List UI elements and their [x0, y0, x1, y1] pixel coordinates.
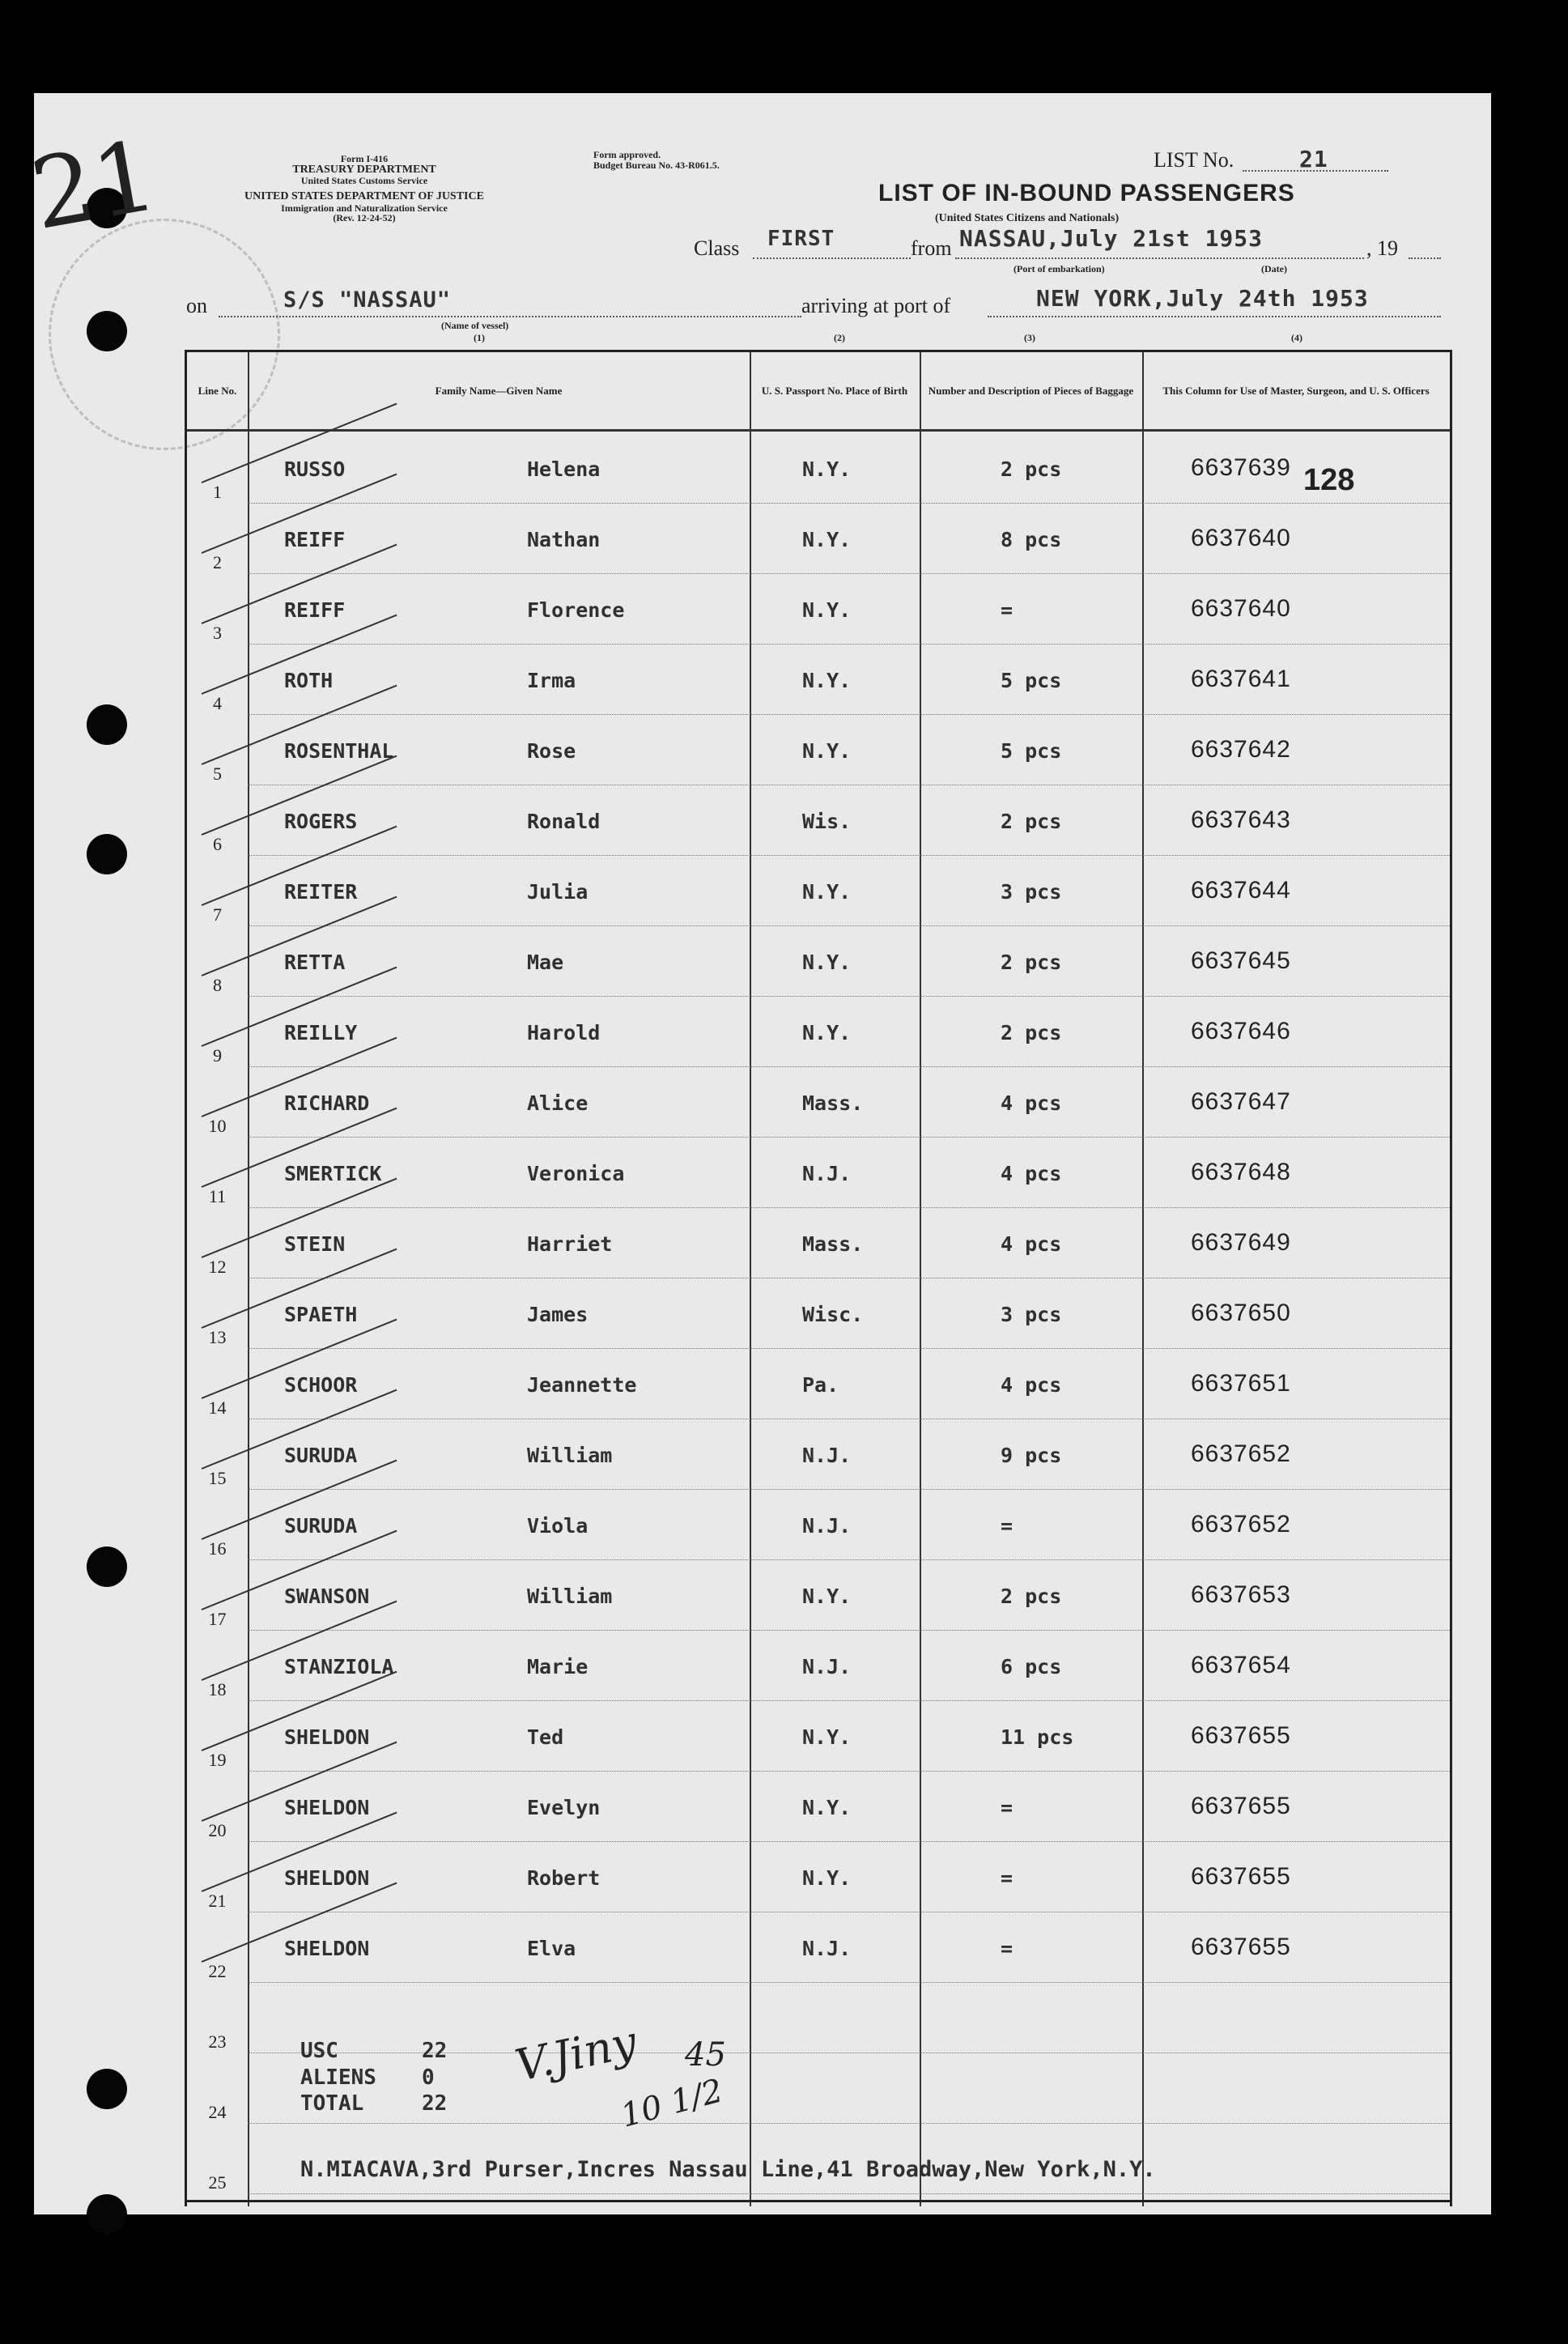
given-name: Helena — [527, 457, 601, 481]
birth-place: N.Y. — [802, 880, 852, 904]
birth-place: N.Y. — [802, 1585, 852, 1608]
from-label: from — [911, 236, 952, 260]
line-number: 2 — [213, 552, 222, 572]
birth-place: N.Y. — [802, 598, 852, 622]
family-name: ROTH — [284, 669, 334, 692]
line-number: 19 — [208, 1750, 227, 1770]
approval-block — [593, 150, 720, 171]
handwritten-tally: 128 — [1303, 463, 1355, 497]
passport-number: 6637642 — [1191, 736, 1291, 763]
family-name: RUSSO — [284, 457, 346, 481]
line-number: 10 — [208, 1116, 227, 1136]
birth-place: Mass. — [802, 1091, 864, 1115]
baggage: = — [1001, 1796, 1013, 1819]
given-name: Ronald — [527, 810, 601, 833]
baggage: 6 pcs — [1001, 1655, 1062, 1678]
baggage: = — [1001, 1937, 1013, 1960]
birth-place: N.Y. — [802, 528, 852, 551]
baggage: 2 pcs — [1001, 1585, 1062, 1608]
col-num-2: (2) — [834, 332, 845, 343]
given-name: Marie — [527, 1655, 589, 1678]
baggage: 5 pcs — [1001, 739, 1062, 763]
birth-place: N.J. — [802, 1514, 852, 1538]
form-number: Form I-416 — [340, 153, 389, 164]
passport-number: 6637646 — [1191, 1018, 1291, 1044]
family-name: RETTA — [284, 951, 346, 974]
birth-place: Pa. — [802, 1373, 839, 1397]
header-officers: This Column for Use of Master, Surgeon, and U. S. Officers — [1162, 384, 1430, 397]
baggage: = — [1001, 598, 1013, 622]
embark-caption: (Port of embarkation) — [1013, 263, 1105, 274]
family-name: SMERTICK — [284, 1162, 382, 1185]
line-number: 21 — [208, 1891, 227, 1911]
birth-place: Wis. — [802, 810, 852, 833]
birth-place: N.J. — [802, 1162, 852, 1185]
line-number: 9 — [213, 1045, 222, 1066]
aliens-row — [300, 2065, 447, 2091]
table-row — [187, 1631, 1450, 1701]
family-name: SHELDON — [284, 1937, 370, 1960]
given-name: Ted — [527, 1725, 564, 1749]
line-number: 11 — [208, 1186, 227, 1206]
baggage: 2 pcs — [1001, 810, 1062, 833]
passport-number: 6637649 — [1191, 1229, 1291, 1256]
family-name: REILLY — [284, 1021, 358, 1044]
given-name: James — [527, 1303, 589, 1326]
header-baggage: Number and Description of Pieces of Baggage — [928, 384, 1134, 397]
col-num-1: (1) — [474, 332, 485, 343]
family-name: SHELDON — [284, 1796, 370, 1819]
usc-row — [300, 2038, 447, 2065]
table-row — [187, 997, 1450, 1067]
usc-count: 22 — [422, 2039, 448, 2063]
table-row — [187, 1278, 1450, 1349]
treasury-dept: TREASURY DEPARTMENT — [292, 163, 436, 176]
aliens-count: 0 — [422, 2065, 435, 2090]
family-name: REITER — [284, 880, 358, 904]
family-name: STANZIOLA — [284, 1655, 394, 1678]
passport-number: 6637655 — [1191, 1793, 1291, 1819]
form-header — [178, 154, 550, 223]
baggage: 3 pcs — [1001, 880, 1062, 904]
passport-number: 6637650 — [1191, 1300, 1291, 1326]
handwritten-initials: V.Jiny — [511, 2015, 641, 2092]
table-row — [187, 1138, 1450, 1208]
baggage: = — [1001, 1866, 1013, 1890]
baggage: 4 pcs — [1001, 1162, 1062, 1185]
family-name: SPAETH — [284, 1303, 358, 1326]
date-caption: (Date) — [1261, 263, 1287, 274]
family-name: SHELDON — [284, 1866, 370, 1890]
baggage: 2 pcs — [1001, 1021, 1062, 1044]
family-name: REIFF — [284, 528, 346, 551]
passport-number: 6637640 — [1191, 595, 1291, 622]
passport-number: 6637639 — [1191, 454, 1291, 481]
col-num-4: (4) — [1291, 332, 1302, 343]
given-name: Harriet — [527, 1232, 613, 1256]
given-name: Jeannette — [527, 1373, 637, 1397]
list-number-value: 21 — [1299, 146, 1328, 172]
given-name: William — [527, 1444, 613, 1467]
header-line-no: Line No. — [198, 384, 237, 397]
birth-place: N.Y. — [802, 669, 852, 692]
given-name: Irma — [527, 669, 576, 692]
table-row — [187, 433, 1450, 504]
line-number: 18 — [208, 1679, 227, 1700]
given-name: Viola — [527, 1514, 589, 1538]
line-number: 17 — [208, 1609, 227, 1629]
line-number: 14 — [208, 1397, 227, 1418]
passport-number: 6637644 — [1191, 877, 1291, 904]
handwritten-note-top: 45 — [685, 2036, 726, 2074]
birth-place: N.Y. — [802, 1796, 852, 1819]
aliens-label: ALIENS — [300, 2065, 376, 2090]
given-name: Nathan — [527, 528, 601, 551]
form-approved: Form approved. — [593, 149, 661, 160]
birth-place: N.J. — [802, 1937, 852, 1960]
passport-number: 6637645 — [1191, 947, 1291, 974]
table-row — [187, 1490, 1450, 1560]
given-name: Mae — [527, 951, 564, 974]
total-label: TOTAL — [300, 2091, 364, 2116]
given-name: Veronica — [527, 1162, 625, 1185]
baggage: 2 pcs — [1001, 951, 1062, 974]
passport-number: 6637654 — [1191, 1652, 1291, 1678]
punch-hole — [87, 2194, 127, 2235]
baggage: 9 pcs — [1001, 1444, 1062, 1467]
birth-place: N.Y. — [802, 1725, 852, 1749]
birth-place: Mass. — [802, 1232, 864, 1256]
table-row — [187, 1912, 1450, 1983]
line-number: 8 — [213, 975, 222, 995]
given-name: Florence — [527, 598, 625, 622]
totals-block — [300, 2038, 447, 2117]
line-number: 22 — [208, 1961, 227, 1981]
table-row — [187, 926, 1450, 997]
col-num-3: (3) — [1024, 332, 1035, 343]
ins-service: Immigration and Naturalization Service — [281, 202, 448, 214]
family-name: SCHOOR — [284, 1373, 358, 1397]
given-name: Harold — [527, 1021, 601, 1044]
arrival-line — [988, 316, 1441, 317]
class-line — [753, 257, 911, 259]
family-name: SURUDA — [284, 1444, 358, 1467]
baggage: 4 pcs — [1001, 1091, 1062, 1115]
family-name: STEIN — [284, 1232, 346, 1256]
line-number: 3 — [213, 623, 222, 643]
given-name: Evelyn — [527, 1796, 601, 1819]
given-name: Rose — [527, 739, 576, 763]
vessel-line — [219, 316, 801, 317]
total-count: 22 — [422, 2091, 448, 2116]
line-number: 15 — [208, 1468, 227, 1488]
table-row — [187, 1349, 1450, 1419]
total-row — [300, 2091, 447, 2117]
class-label: Class — [694, 236, 740, 260]
table-row — [187, 1772, 1450, 1842]
table-row — [187, 856, 1450, 926]
birth-place: N.Y. — [802, 1866, 852, 1890]
passport-number: 6637655 — [1191, 1863, 1291, 1890]
baggage: 8 pcs — [1001, 528, 1062, 551]
line-number: 24 — [208, 2102, 227, 2122]
row-rule — [248, 2193, 1450, 2194]
baggage: 11 pcs — [1001, 1725, 1074, 1749]
punch-hole — [87, 834, 127, 874]
line-number: 20 — [208, 1820, 227, 1840]
given-name: Alice — [527, 1091, 589, 1115]
line-number: 16 — [208, 1538, 227, 1559]
table-row — [187, 1419, 1450, 1490]
family-name: REIFF — [284, 598, 346, 622]
family-name: SWANSON — [284, 1585, 370, 1608]
punch-hole — [87, 1546, 127, 1587]
passport-number: 6637648 — [1191, 1159, 1291, 1185]
year-suffix: , 19 — [1366, 236, 1398, 260]
baggage: 5 pcs — [1001, 669, 1062, 692]
customs-service: United States Customs Service — [300, 175, 428, 187]
family-name: SURUDA — [284, 1514, 358, 1538]
birth-place: N.Y. — [802, 457, 852, 481]
table-row — [187, 504, 1450, 574]
birth-place: N.Y. — [802, 739, 852, 763]
family-name: SHELDON — [284, 1725, 370, 1749]
table-row — [187, 715, 1450, 785]
line-number: 1 — [213, 482, 222, 502]
table-row — [187, 1842, 1450, 1912]
family-name: ROGERS — [284, 810, 358, 833]
birth-place: N.J. — [802, 1655, 852, 1678]
passport-number: 6637651 — [1191, 1370, 1291, 1397]
table-row — [187, 644, 1450, 715]
passport-number: 6637647 — [1191, 1088, 1291, 1115]
justice-dept: UNITED STATES DEPARTMENT OF JUSTICE — [244, 189, 484, 202]
birth-place: N.J. — [802, 1444, 852, 1467]
punch-hole — [87, 2069, 127, 2109]
budget-bureau: Budget Bureau No. 43-R061.5. — [593, 160, 720, 172]
birth-place: N.Y. — [802, 951, 852, 974]
vessel-caption: (Name of vessel) — [441, 320, 509, 331]
from-line — [955, 257, 1364, 259]
corner-number: 21 — [23, 119, 165, 253]
table-bottom-rule — [187, 2200, 1450, 2202]
passport-number: 6637655 — [1191, 1722, 1291, 1749]
arriving-label: arriving at port of — [801, 294, 951, 317]
passport-number: 6637655 — [1191, 1933, 1291, 1960]
baggage: 2 pcs — [1001, 457, 1062, 481]
passport-number: 6637652 — [1191, 1440, 1291, 1467]
line-number: 6 — [213, 834, 222, 854]
line-number: 4 — [213, 693, 222, 713]
line-number: 5 — [213, 764, 222, 784]
baggage: 3 pcs — [1001, 1303, 1062, 1326]
line-number: 12 — [208, 1257, 227, 1277]
baggage: 4 pcs — [1001, 1373, 1062, 1397]
line-number: 7 — [213, 904, 222, 925]
year-line — [1409, 257, 1441, 259]
line-number: 13 — [208, 1327, 227, 1347]
given-name: William — [527, 1585, 613, 1608]
on-label: on — [186, 294, 207, 317]
line-number: 23 — [208, 2031, 227, 2052]
table-row — [187, 1701, 1450, 1772]
birth-place: Wisc. — [802, 1303, 864, 1326]
class-value: FIRST — [767, 227, 835, 251]
list-subtitle: (United States Citizens and Nationals) — [935, 212, 1120, 224]
purser-line: N.MIACAVA,3rd Purser,Incres Nassau Line,41 Broadway,New York,N.Y. — [300, 2157, 1156, 2182]
family-name: ROSENTHAL — [284, 739, 394, 763]
passport-number: 6637643 — [1191, 806, 1291, 833]
punch-hole — [87, 704, 127, 745]
passport-number: 6637641 — [1191, 666, 1291, 692]
table-row — [187, 1560, 1450, 1631]
list-number-label: LIST No. — [1154, 148, 1234, 172]
revision: (Rev. 12-24-52) — [333, 212, 396, 224]
passport-number: 6637652 — [1191, 1511, 1291, 1538]
given-name: Julia — [527, 880, 589, 904]
baggage: = — [1001, 1514, 1013, 1538]
table-row — [187, 1208, 1450, 1278]
table-row — [187, 785, 1450, 856]
table-row — [187, 574, 1450, 644]
baggage: 4 pcs — [1001, 1232, 1062, 1256]
handwritten-note-bottom: 10 1/2 — [617, 2072, 727, 2135]
vessel-name: S/S "NASSAU" — [283, 287, 452, 313]
list-title: LIST OF IN-BOUND PASSENGERS — [878, 180, 1295, 206]
family-name: RICHARD — [284, 1091, 370, 1115]
usc-label: USC — [300, 2039, 338, 2063]
header-name: Family Name—Given Name — [435, 384, 563, 397]
passport-number: 6637640 — [1191, 525, 1291, 551]
passport-number: 6637653 — [1191, 1581, 1291, 1608]
arrival-value: NEW YORK,July 24th 1953 — [1036, 285, 1369, 312]
table-row — [187, 1067, 1450, 1138]
given-name: Robert — [527, 1866, 601, 1890]
passenger-table — [185, 350, 1452, 2206]
from-value: NASSAU,July 21st 1953 — [959, 225, 1264, 252]
header-passport: U. S. Passport No. Place of Birth — [761, 384, 908, 397]
header-rule — [187, 429, 1450, 432]
given-name: Elva — [527, 1937, 576, 1960]
birth-place: N.Y. — [802, 1021, 852, 1044]
line-number: 25 — [208, 2172, 227, 2193]
